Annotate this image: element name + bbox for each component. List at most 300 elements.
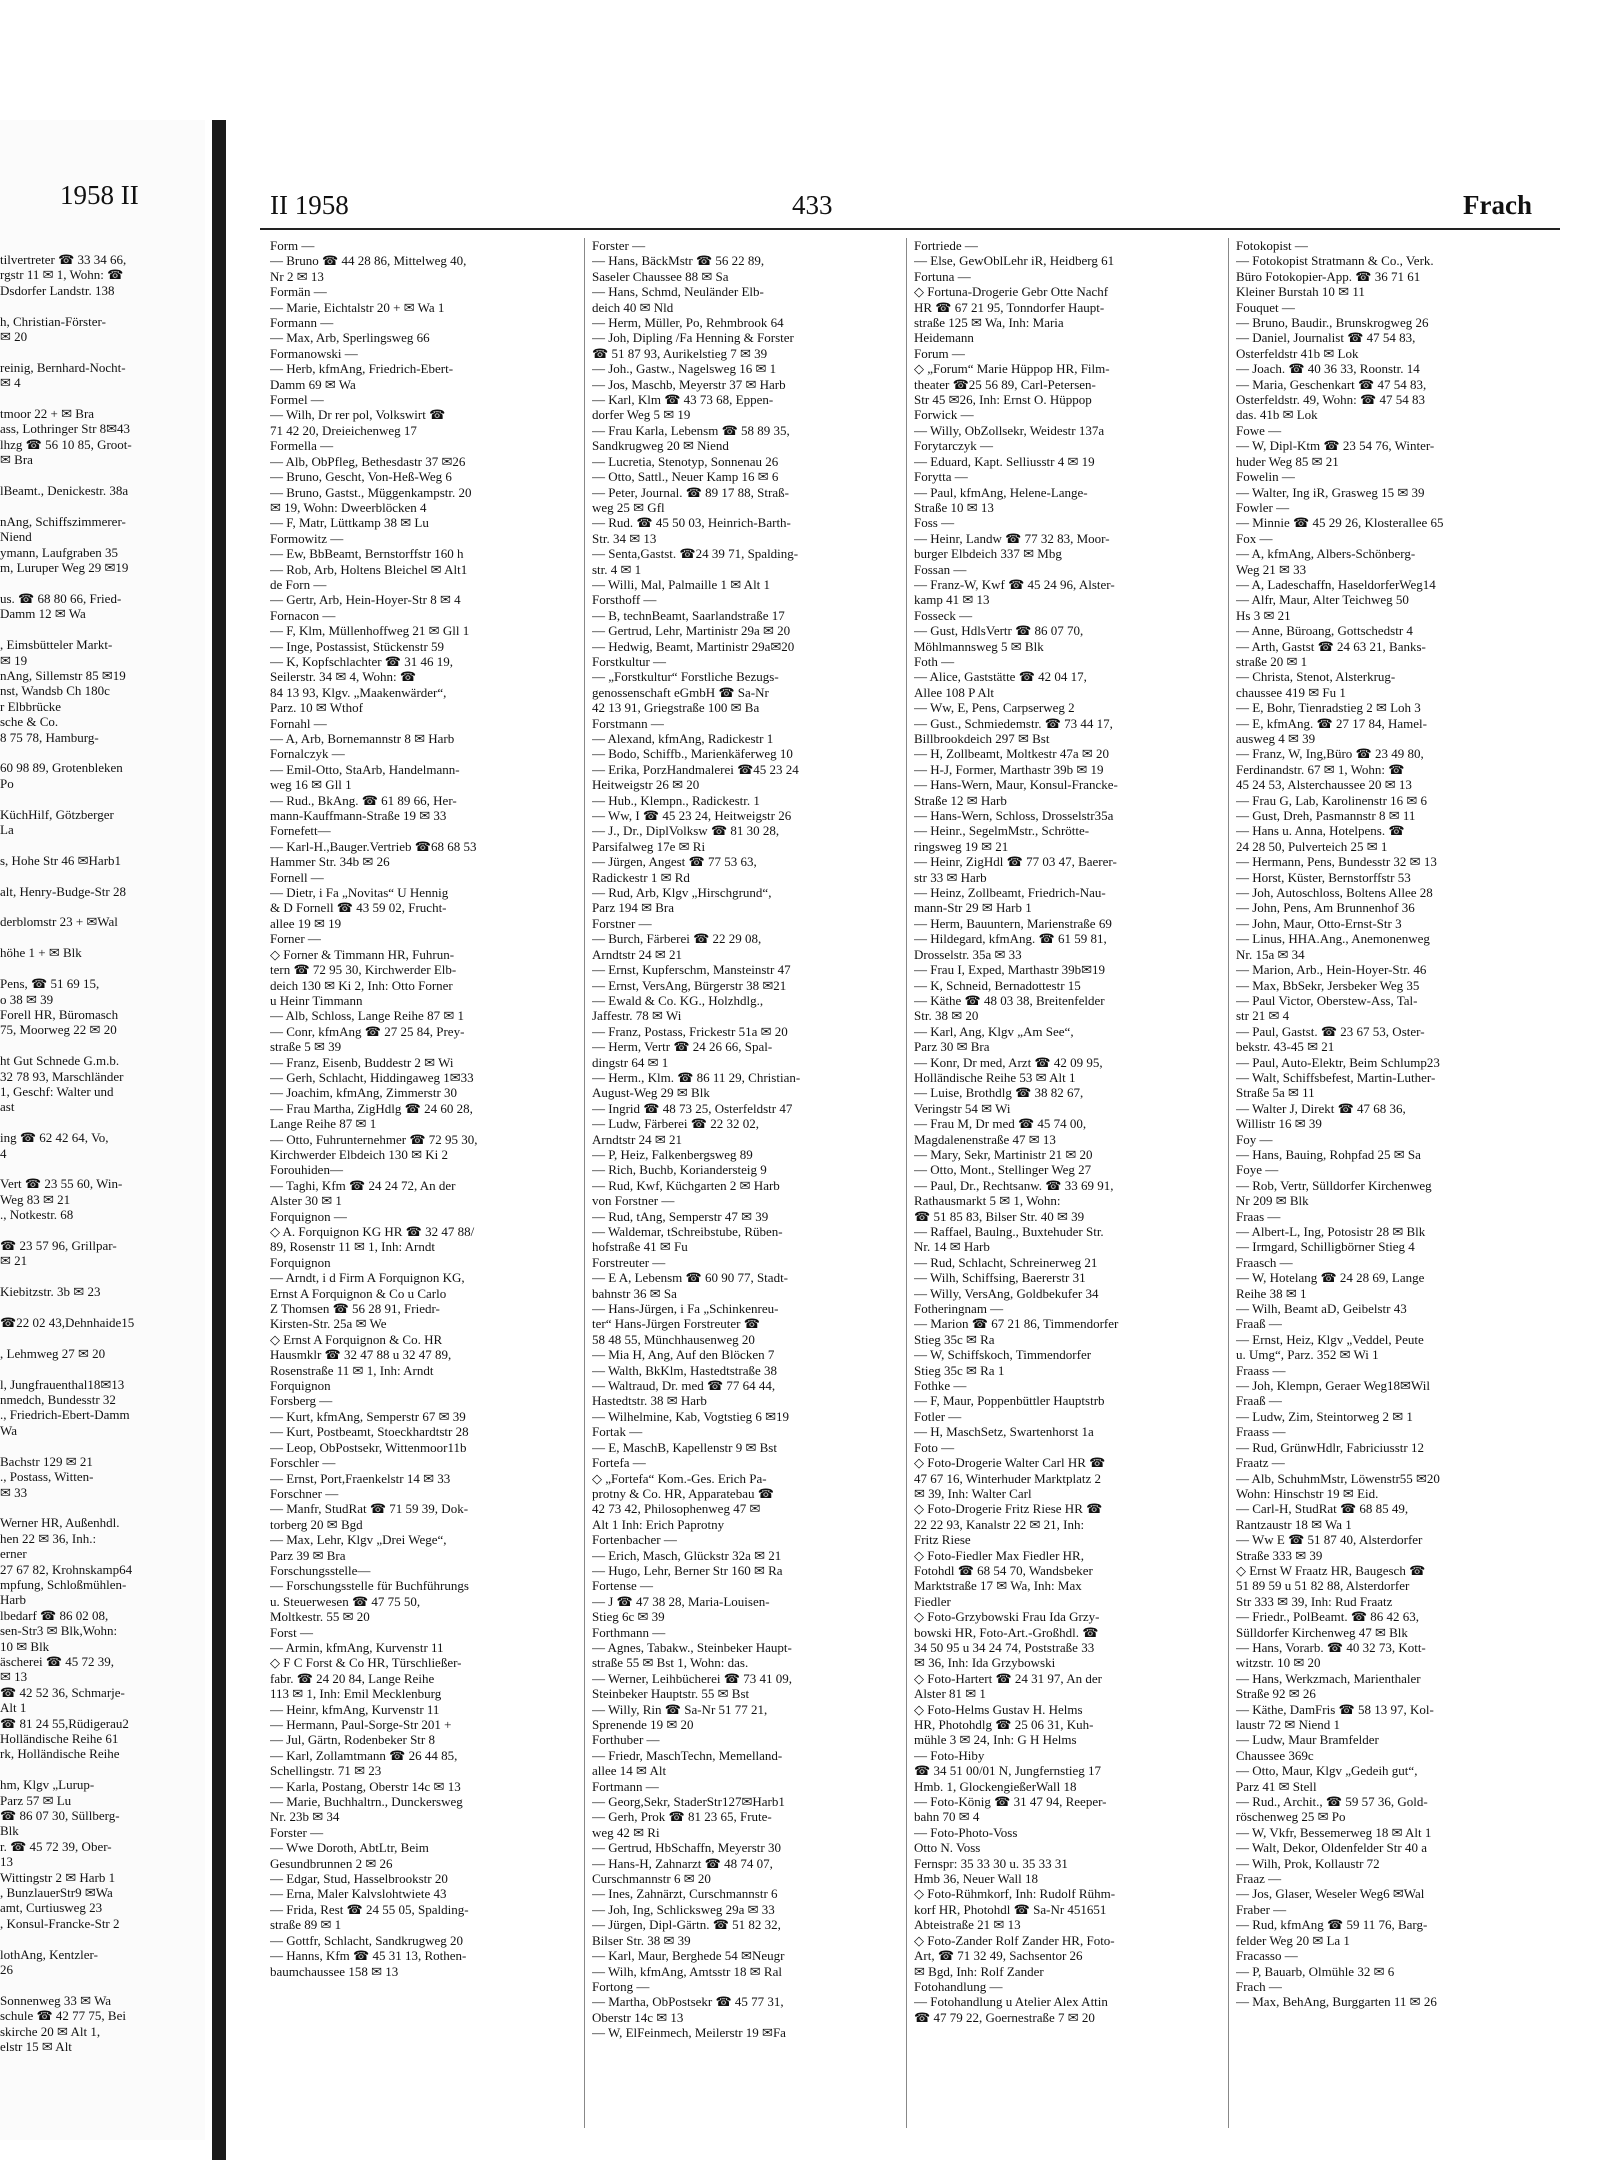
entry-line: — Leop, ObPostsekr, Wittenmoor11b — [270, 1439, 467, 1455]
entry-line: 24 28 50, Pulverteich 25 ✉ 1 — [1236, 838, 1388, 854]
entry-line: — Wilh, kfmAng, Amtsstr 18 ✉ Ral — [592, 1963, 782, 1979]
entry-line: Po — [0, 775, 14, 791]
entry-line: — Heinr, kfmAng, Kurvenstr 11 — [270, 1701, 440, 1717]
directory-column-2 — [592, 238, 897, 2138]
entry-line: — Friedr., PolBeamt. ☎ 86 42 63, — [1236, 1609, 1420, 1625]
entry-line: ringsweg 19 ✉ 21 — [914, 838, 1009, 854]
entry-line: Wittingstr 2 ✉ Harb 1 — [0, 1869, 116, 1885]
entry-line — [0, 1269, 134, 1284]
entry-line: nmedch, Bundesstr 32 — [0, 1392, 116, 1408]
entry-line: Blk — [0, 1823, 19, 1839]
entry-line: Straße 10 ✉ 13 — [914, 499, 994, 515]
entry-line: — Arth, Gastst ☎ 24 63 21, Banks- — [1236, 638, 1426, 654]
entry-line: Forytta — — [914, 469, 968, 485]
entry-line: La — [0, 822, 14, 838]
entry-line: — Gust., Schmiedemstr. ☎ 73 44 17, — [914, 715, 1113, 731]
entry-line: — Kurt, Postbeamt, Stoeckhardtstr 28 — [270, 1424, 469, 1440]
entry-line: von Forstner — — [592, 1193, 675, 1209]
entry-line: Weg 83 ✉ 21 — [0, 1191, 71, 1207]
entry-line: — Käthe, DamFris ☎ 58 13 97, Kol- — [1236, 1701, 1434, 1717]
entry-line: — Forschungsstelle für Buchführungs — [270, 1578, 469, 1594]
entry-line: Drosselstr. 35a ✉ 33 — [914, 946, 1022, 962]
entry-line: Forstner — — [592, 915, 652, 931]
entry-line: — Maria, Geschenkart ☎ 47 54 83, — [1236, 376, 1427, 392]
entry-line: erner — [0, 1546, 27, 1562]
entry-line: — Karl, Zollamtmann ☎ 26 44 85, — [270, 1747, 458, 1763]
entry-line: — Max, BehAng, Burggarten 11 ✉ 26 — [1236, 1994, 1437, 2010]
entry-line: Holländische Reihe 53 ✉ Alt 1 — [914, 1069, 1076, 1085]
entry-line: Kiebitzstr. 3b ✉ 23 — [0, 1284, 101, 1300]
entry-line: tmoor 22 + ✉ Bra — [0, 406, 95, 422]
entry-line: ◇ Fortuna-Drogerie Gebr Otte Nachf — [914, 284, 1109, 300]
entry-line: — Gertrud, Lehr, Martinistr 29a ✉ 20 — [592, 623, 791, 639]
entry-line: — Paul, Dr., Rechtsanw. ☎ 33 69 91, — [914, 1177, 1114, 1193]
entry-line: Niend — [0, 529, 32, 545]
entry-line: Parz 39 ✉ Bra — [270, 1547, 346, 1563]
entry-line: ◇ Foto-Hartert ☎ 24 31 97, An der — [914, 1670, 1102, 1686]
entry-line: 22 22 93, Kanalstr 22 ✉ 21, Inh: — [914, 1516, 1085, 1532]
entry-line — [0, 1330, 134, 1345]
entry-line: — Marion, Arb., Hein-Hoyer-Str. 46 — [1236, 962, 1427, 978]
entry-line: sen-Str3 ✉ Blk,Wohn: — [0, 1623, 118, 1639]
entry-line: Rosenstraße 11 ✉ 1, Inh: Arndt — [270, 1362, 434, 1378]
entry-line: röschenweg 25 ✉ Po — [1236, 1809, 1346, 1825]
entry-line: — „Forstkultur“ Forstliche Bezugs- — [592, 669, 779, 685]
entry-line: — Rud, GrünwHdlr, Fabriciusstr 12 — [1236, 1439, 1424, 1455]
entry-line: — Bruno ☎ 44 28 86, Mittelweg 40, — [270, 253, 467, 269]
entry-line: — Wilh, Prok, Kollaustr 72 — [1236, 1855, 1380, 1871]
entry-line: — Max, Arb, Sperlingsweg 66 — [270, 330, 430, 346]
entry-line: Foto — — [914, 1439, 955, 1455]
entry-line: — Gertrud, HbSchaffn, Meyerstr 30 — [592, 1840, 781, 1856]
entry-line: Kirsten-Str. 25a ✉ We — [270, 1316, 387, 1332]
entry-line: straße 5 ✉ 39 — [270, 1039, 342, 1055]
entry-line: deich 40 ✉ Nld — [592, 299, 674, 315]
entry-line: — Hans u. Anna, Hotelpens. ☎ — [1236, 823, 1405, 839]
entry-line: 27 67 82, Krohnskamp64 — [0, 1561, 133, 1577]
entry-line: — Karl, Klm ☎ 43 73 68, Eppen- — [592, 392, 774, 408]
entry-line: Frach — — [1236, 1978, 1282, 1994]
entry-line: — Paul, Auto-Elektr, Beim Schlump23 — [1236, 1054, 1440, 1070]
entry-line: lhzg ☎ 56 10 85, Groot- — [0, 436, 132, 452]
entry-line: Forster — — [270, 1824, 324, 1840]
entry-line: HR, Photohdlg ☎ 25 06 31, Kuh- — [914, 1717, 1094, 1732]
directory-page — [232, 130, 1572, 2150]
entry-line: — Joh, Dipling /Fa Henning & Forster — [592, 330, 794, 346]
entry-line: Hastedtstr. 38 ✉ Harb — [592, 1393, 707, 1409]
entry-line: — Carl-H, StudRat ☎ 68 85 49, — [1236, 1501, 1409, 1517]
entry-line: ing ☎ 62 42 64, Vo, — [0, 1130, 109, 1146]
entry-line: — Ludw, Zim, Steintorweg 2 ✉ 1 — [1236, 1408, 1413, 1424]
entry-line: ausweg 4 ✉ 39 — [1236, 731, 1316, 746]
entry-line: — Friedr, MaschTechn, Memelland- — [592, 1747, 783, 1763]
entry-line: — Karl, Maur, Berghede 54 ✉Neugr — [592, 1948, 785, 1964]
entry-line: Fraasch — — [1236, 1254, 1293, 1270]
entry-line: Radickestr 1 ✉ Rd — [592, 869, 690, 885]
entry-line: weg 42 ✉ Ri — [592, 1824, 660, 1840]
entry-line: Oberstr 14c ✉ 13 — [592, 2009, 684, 2025]
entry-line: skirche 20 ✉ Alt 1, — [0, 2023, 101, 2039]
entry-line: 75, Moorweg 22 ✉ 20 — [0, 1022, 117, 1038]
entry-line: Alster 30 ✉ 1 — [270, 1193, 342, 1209]
entry-line: — Alexand, kfmAng, Radickestr 1 — [592, 731, 774, 746]
entry-line: — Frau M, Dr med ☎ 45 74 00, — [914, 1116, 1087, 1132]
entry-line: ◇ Foto-Grzybowski Frau Ida Grzy- — [914, 1609, 1100, 1625]
entry-line: — Hans-Wern, Schloss, Drosselstr35a — [914, 808, 1114, 824]
entry-line: — Max, Lehr, Klgv „Drei Wege“, — [270, 1532, 447, 1548]
entry-line: — Marie, Buchhaltrn., Dunckersweg — [270, 1794, 463, 1810]
entry-line: — F, Matr, Lüttkamp 38 ✉ Lu — [270, 515, 429, 531]
entry-line: — Hildegard, kfmAng. ☎ 61 59 81, — [914, 931, 1107, 947]
entry-line: burger Elbdeich 337 ✉ Mbg — [914, 546, 1062, 562]
entry-line: — Herm., Klm. ☎ 86 11 29, Christian- — [592, 1069, 801, 1085]
entry-line: Fortense — — [592, 1578, 654, 1594]
entry-line: Alster 81 ✉ 1 — [914, 1686, 986, 1702]
entry-line: Magdalenenstraße 47 ✉ 13 — [914, 1131, 1056, 1147]
entry-line: — Ww, I ☎ 45 23 24, Heitweigstr 26 — [592, 808, 792, 824]
entry-line: weg 25 ✉ Gfl — [592, 499, 665, 515]
entry-line: Foth — — [914, 653, 955, 669]
entry-line: — Herm, Müller, Po, Rehmbrook 64 — [592, 315, 784, 331]
entry-line: Fraas — — [1236, 1208, 1281, 1224]
entry-line: mühle 3 ✉ 24, Inh: G H Helms — [914, 1732, 1077, 1748]
entry-line: protny & Co. HR, Apparatebau ☎ — [592, 1485, 774, 1501]
entry-line: Foy — — [1236, 1131, 1273, 1147]
entry-line: Fouquet — — [1236, 299, 1295, 315]
entry-line: Formän — — [270, 284, 327, 300]
entry-line: Seilerstr. 34 ✉ 4, Wohn: ☎ — [270, 669, 417, 685]
entry-line: — Hub., Klempn., Radickestr. 1 — [592, 792, 760, 808]
entry-line: 84 13 93, Klgv. „Maakenwärder“, — [270, 684, 447, 700]
entry-line: — Mary, Sekr, Martinistr 21 ✉ 20 — [914, 1146, 1093, 1162]
entry-line: — John, Pens, Am Brunnenhof 36 — [1236, 900, 1415, 916]
entry-line: Forwick — — [914, 407, 974, 423]
entry-line: Sonnenweg 33 ✉ Wa — [0, 1992, 112, 2008]
entry-line: — Heinr, ZigHdl ☎ 77 03 47, Baerer- — [914, 854, 1117, 870]
entry-line: Heitweigstr 26 ✉ 20 — [592, 777, 700, 793]
entry-line: — Anne, Büroang, Gottschedstr 4 — [1236, 623, 1413, 639]
entry-line: ◇ Foto-Rühmkorf, Inh: Rudolf Rühm- — [914, 1886, 1116, 1902]
entry-line: Foye — — [1236, 1162, 1279, 1178]
entry-line: Fernspr: 35 33 30 u. 35 33 31 — [914, 1855, 1068, 1871]
entry-line: Otto N. Voss — [914, 1840, 981, 1856]
entry-line: ☎22 02 43,Dehnhaide15 — [0, 1315, 135, 1331]
entry-line: nst, Wandsb Ch 180c — [0, 683, 110, 699]
entry-line: Ernst A Forquignon & Co u Carlo — [270, 1285, 447, 1301]
entry-line: — Franz-W, Kwf ☎ 45 24 96, Alster- — [914, 576, 1115, 592]
entry-line: Fortefa — — [592, 1455, 646, 1471]
entry-line: — Wilhelmine, Kab, Vogtstieg 6 ✉19 — [592, 1408, 790, 1424]
entry-line: ✉ 20 — [0, 329, 28, 345]
entry-line: — H, MaschSetz, Swartenhorst 1a — [914, 1424, 1094, 1440]
entry-line: Forquignon — [270, 1378, 331, 1394]
entry-line — [0, 1038, 134, 1053]
entry-line: bowski HR, Foto-Art.-Großhdl. ☎ — [914, 1624, 1099, 1640]
entry-line: de Forn — — [270, 576, 327, 592]
entry-line: Foss — — [914, 515, 955, 531]
entry-line: — Bruno, Gastst., Müggenkampstr. 20 — [270, 484, 472, 500]
entry-line: — Willi, Mal, Palmaille 1 ✉ Alt 1 — [592, 576, 771, 592]
entry-line: ◇ Foto-Fiedler Max Fiedler HR, — [914, 1547, 1084, 1563]
entry-line: Möhlmannsweg 5 ✉ Blk — [914, 638, 1044, 654]
entry-line: äscherei ☎ 45 72 39, — [0, 1653, 115, 1669]
entry-line: 89, Rosenstr 11 ✉ 1, Inh: Arndt — [270, 1239, 435, 1255]
entry-line: — Gerh, Schlacht, Hiddingaweg 1✉33 — [270, 1069, 474, 1085]
entry-line: — Käthe ☎ 48 03 38, Breitenfelder — [914, 992, 1105, 1008]
entry-line: Wohn: Hinschstr 19 ✉ Eid. — [1236, 1485, 1379, 1501]
entry-line — [0, 1978, 134, 1993]
page-header-right: Frach — [1463, 190, 1532, 220]
entry-line: bahnstr 36 ✉ Sa — [592, 1285, 677, 1301]
entry-line: Formowitz — — [270, 530, 344, 546]
entry-line: — Otto, Fuhrunternehmer ☎ 72 95 30, — [270, 1131, 478, 1147]
entry-line: — Jul, Gärtn, Rodenbeker Str 8 — [270, 1732, 436, 1748]
entry-line: Formella — — [270, 438, 334, 454]
entry-line: Fraaß — — [1236, 1316, 1282, 1332]
column-separator — [906, 238, 907, 2128]
entry-line: — Frau G, Lab, Karolinenstr 16 ✉ 6 — [1236, 792, 1428, 808]
entry-line: — Gertr, Arb, Hein-Hoyer-Str 8 ✉ 4 — [270, 592, 461, 608]
entry-line: — Wilh, Schiffsing, Baererstr 31 — [914, 1270, 1086, 1286]
entry-line: lbedarf ☎ 86 02 08, — [0, 1607, 109, 1623]
entry-line: Forytarczyk — — [914, 438, 994, 454]
entry-line: — Rud, Arb, Klgv „Hirschgrund“, — [592, 885, 772, 901]
entry-line: — Rud, tAng, Semperstr 47 ✉ 39 — [592, 1208, 769, 1224]
entry-line: — W, Schiffskoch, Timmendorfer — [914, 1347, 1092, 1363]
entry-line: Lange Reihe 87 ✉ 1 — [270, 1116, 377, 1132]
entry-line: 13 — [0, 1854, 13, 1870]
entry-line: Hammer Str. 34b ✉ 26 — [270, 854, 390, 870]
entry-line: hofstraße 41 ✉ Fu — [592, 1239, 688, 1255]
entry-line: Arndtstr 24 ✉ 21 — [592, 1131, 682, 1147]
entry-line: u. Steuerwesen ☎ 47 75 50, — [270, 1593, 421, 1609]
entry-line: — Konr, Dr med, Arzt ☎ 42 09 95, — [914, 1054, 1103, 1070]
entry-line — [0, 622, 134, 637]
entry-line: — E, MaschB, Kapellenstr 9 ✉ Bst — [592, 1439, 777, 1455]
entry-line: — Ingrid ☎ 48 73 25, Osterfeldstr 47 — [592, 1100, 793, 1116]
entry-line: — Otto, Sattl., Neuer Kamp 16 ✉ 6 — [592, 469, 779, 485]
directory-column-3 — [914, 238, 1219, 2138]
entry-line: reinig, Bernhard-Nocht- — [0, 359, 126, 375]
entry-line: Fraaz — — [1236, 1871, 1282, 1887]
entry-line: — Paul, Gastst. ☎ 23 67 53, Oster- — [1236, 1023, 1425, 1039]
entry-line: Steinbeker Hauptstr. 55 ✉ Bst — [592, 1686, 750, 1702]
entry-line: Fraaß — — [1236, 1393, 1282, 1409]
entry-line: Hs 3 ✉ 21 — [1236, 607, 1291, 623]
entry-line: Kleiner Burstah 10 ✉ 11 — [1236, 284, 1365, 300]
entry-line: August-Weg 29 ✉ Blk — [592, 1085, 710, 1101]
entry-line: 60 98 89, Grotenbleken — [0, 760, 123, 776]
entry-line: bahn 70 ✉ 4 — [914, 1809, 980, 1825]
entry-line: — Ines, Zahnärzt, Curschmannstr 6 — [592, 1886, 778, 1902]
entry-line: — K, Kopfschlachter ☎ 31 46 19, — [270, 653, 453, 669]
entry-line: bekstr. 43-45 ✉ 21 — [1236, 1039, 1335, 1055]
entry-line: Harb — [0, 1592, 26, 1608]
entry-line: Fothke — — [914, 1378, 967, 1394]
entry-line: Fotohdl ☎ 68 54 70, Wandsbeker — [914, 1562, 1093, 1578]
entry-line: — Hanns, Kfm ☎ 45 31 13, Rothen- — [270, 1948, 467, 1964]
entry-line: Stieg 35c ✉ Ra — [914, 1331, 995, 1347]
entry-line: weg 16 ✉ Gll 1 — [270, 777, 352, 793]
entry-line: Formel — — [270, 392, 324, 408]
entry-line: 32 78 93, Marschländer — [0, 1068, 124, 1084]
entry-line: — Karl, Ang, Klgv „Am See“, — [914, 1023, 1074, 1039]
entry-line: Str 45 ✉26, Inh: Ernst O. Hüppop — [914, 392, 1092, 408]
entry-line: ◇ Foto-Drogerie Walter Carl HR ☎ — [914, 1455, 1106, 1471]
entry-line: Kirchwerder Elbdeich 130 ✉ Ki 2 — [270, 1146, 449, 1162]
entry-line: theater ☎25 56 89, Carl-Petersen- — [914, 376, 1096, 392]
entry-line: Fornahl — — [270, 715, 327, 731]
entry-line: Fornefett— — [270, 823, 331, 839]
entry-line: — Inge, Postassist, Stückenstr 59 — [270, 638, 445, 654]
entry-line: Forsthoff — — [592, 592, 657, 608]
entry-line: Fraatz — — [1236, 1455, 1285, 1471]
entry-line: — Gottfr, Schlacht, Sandkrugweg 20 — [270, 1932, 464, 1948]
entry-line: 8 75 78, Hamburg- — [0, 729, 99, 745]
entry-line: ymann, Laufgraben 35 — [0, 544, 119, 560]
entry-line: — A, Ladeschaffn, HaseldorferWeg14 — [1236, 576, 1436, 592]
entry-line: Parz 57 ✉ Lu — [0, 1792, 72, 1808]
entry-line: — Rud., Archit., ☎ 59 57 36, Gold- — [1236, 1794, 1428, 1810]
entry-line: — Joh, Autoschloss, Boltens Allee 28 — [1236, 885, 1433, 901]
entry-line: ., Friedrich-Ebert-Damm — [0, 1407, 130, 1423]
entry-line: o 38 ✉ 39 — [0, 991, 54, 1007]
entry-line: Moltkestr. 55 ✉ 20 — [270, 1609, 370, 1625]
entry-line: — Linus, HHA.Ang., Anemonenweg — [1236, 931, 1430, 947]
entry-line: ◇ Foto-Helms Gustav H. Helms — [914, 1701, 1083, 1717]
entry-line: Straße 333 ✉ 39 — [1236, 1547, 1323, 1563]
entry-line: — Conr, kfmAng ☎ 27 25 84, Prey- — [270, 1023, 465, 1039]
entry-line: Holländische Reihe 61 — [0, 1731, 119, 1746]
entry-line: elstr 15 ✉ Alt — [0, 2039, 72, 2055]
entry-line: hm, Klgv „Lurup- — [0, 1777, 95, 1793]
entry-line: ✉ 39, Inh: Walter Carl — [914, 1485, 1032, 1501]
entry-line: Parz 41 ✉ Stell — [1236, 1778, 1317, 1794]
entry-line: Parz. 10 ✉ Wthof — [270, 700, 363, 716]
entry-line: — Luise, Brothdlg ☎ 38 82 67, — [914, 1085, 1084, 1101]
entry-line: — Frau I, Exped, Marthastr 39b✉19 — [914, 962, 1106, 978]
entry-line: — Rob, Arb, Holtens Bleichel ✉ Alt1 — [270, 561, 468, 577]
entry-line: sche & Co. — [0, 714, 59, 730]
entry-line: Osterfeldstr 41b ✉ Lok — [1236, 345, 1359, 361]
entry-line: Alt 1 — [0, 1700, 27, 1716]
entry-line: — Jürgen, Angest ☎ 77 53 63, — [592, 854, 757, 870]
entry-line: — Walth, BkKlm, Hastedtstraße 38 — [592, 1362, 778, 1378]
entry-line: ✉ 33 — [0, 1484, 28, 1500]
entry-line: Fossan — — [914, 561, 967, 577]
entry-line: Str. 34 ✉ 13 — [592, 530, 657, 546]
entry-line: — Fotokopist Stratmann & Co., Verk. — [1236, 253, 1434, 269]
entry-line: korf HR, Photohdl ☎ Sa-Nr 451651 — [914, 1901, 1107, 1917]
entry-line: — Wwe Doroth, AbtLtr, Beim — [270, 1840, 429, 1856]
entry-line: — Hans, Vorarb. ☎ 40 32 73, Kott- — [1236, 1639, 1426, 1655]
entry-line: — W, Hotelang ☎ 24 28 69, Lange — [1236, 1270, 1425, 1286]
book-gutter — [212, 120, 226, 2160]
entry-line: lothAng, Kentzler- — [0, 1946, 98, 1962]
entry-line: — P, Bauarb, Olmühle 32 ✉ 6 — [1236, 1963, 1395, 1979]
entry-line: str 33 ✉ Harb — [914, 869, 987, 885]
entry-line: Osterfeldstr. 49, Wohn: ☎ 47 54 83 — [1236, 392, 1425, 408]
entry-line: Hausmklr ☎ 32 47 88 u 32 47 89, — [270, 1347, 452, 1363]
entry-line: — Walt, Schiffsbefest, Martin-Luther- — [1236, 1069, 1436, 1085]
entry-line: Stieg 35c ✉ Ra 1 — [914, 1362, 1005, 1378]
entry-line: Gesundbrunnen 2 ✉ 26 — [270, 1855, 393, 1871]
entry-line: — Herm, Vertr ☎ 24 26 66, Spal- — [592, 1039, 773, 1055]
entry-line: ☎ 86 07 30, Süllberg- — [0, 1808, 120, 1824]
entry-line: — Franz, Eisenb, Buddestr 2 ✉ Wi — [270, 1054, 454, 1070]
entry-line: — Dietr, i Fa „Novitas“ U Hennig — [270, 885, 449, 901]
entry-line: — Paul, kfmAng, Helene-Lange- — [914, 484, 1088, 500]
entry-line: ✉ 36, Inh: Ida Grzybowski — [914, 1655, 1056, 1671]
entry-line: Fortriede — — [914, 238, 978, 253]
entry-line: str. 4 ✉ 1 — [592, 561, 642, 577]
entry-line: ◇ Ernst W Fraatz HR, Baugesch ☎ — [1236, 1562, 1426, 1578]
entry-line: ☎ 51 87 93, Aurikelstieg 7 ✉ 39 — [592, 345, 768, 361]
entry-line: s, Hohe Str 46 ✉Harb1 — [0, 852, 122, 868]
entry-line: Forum — — [914, 345, 965, 361]
entry-line: Art, ☎ 71 32 49, Sachsentor 26 — [914, 1948, 1083, 1964]
entry-line — [0, 468, 134, 483]
entry-line: h, Christian-Förster- — [0, 313, 106, 329]
entry-line: Fortenbacher — — [592, 1532, 677, 1548]
entry-line: ◇ „Fortefa“ Kom.-Ges. Erich Pa- — [592, 1470, 767, 1486]
entry-line: Pens, ☎ 51 69 15, — [0, 976, 100, 992]
entry-line: — Alb, ObPfleg, Bethesdastr 37 ✉26 — [270, 453, 466, 469]
entry-line: — Marie, Eichtalstr 20 + ✉ Wa 1 — [270, 299, 445, 315]
entry-line: straße 89 ✉ 1 — [270, 1917, 342, 1933]
entry-line: — W, ElFeinmech, Meilerstr 19 ✉Fa — [592, 2025, 786, 2041]
entry-line: — J., Dr., DiplVolksw ☎ 81 30 28, — [592, 823, 780, 839]
entry-line: — Manfr, StudRat ☎ 71 59 39, Dok- — [270, 1501, 469, 1517]
entry-line: allee 14 ✉ Alt — [592, 1763, 667, 1779]
entry-line: — Arndt, i d Firm A Forquignon KG, — [270, 1270, 465, 1286]
entry-line — [0, 1115, 134, 1130]
entry-line: Formanowski — — [270, 345, 358, 361]
entry-line: Nr 209 ✉ Blk — [1236, 1193, 1309, 1209]
entry-line: ☎ 23 57 96, Grillpar- — [0, 1238, 117, 1253]
entry-line: Forstreuter — — [592, 1254, 666, 1270]
entry-line: — Daniel, Journalist ☎ 47 54 83, — [1236, 330, 1416, 346]
entry-line: — F, Klm, Müllenhoffweg 21 ✉ Gll 1 — [270, 623, 470, 639]
entry-line: 42 73 42, Philosophenweg 47 ✉ — [592, 1501, 761, 1517]
entry-line: Büro Fotokopier-App. ☎ 36 71 61 — [1236, 268, 1421, 284]
entry-line: — John, Maur, Otto-Ernst-Str 3 — [1236, 915, 1402, 931]
entry-line: Nr. 14 ✉ Harb — [914, 1239, 990, 1255]
entry-line: 34 50 95 u 34 24 74, Poststraße 33 — [914, 1639, 1095, 1655]
left-page-fragment — [0, 120, 205, 2140]
entry-line: Willistr 16 ✉ 39 — [1236, 1116, 1322, 1132]
entry-line: Rantzaustr 18 ✉ Wa 1 — [1236, 1516, 1352, 1532]
entry-line: — Alb, Schloss, Lange Reihe 87 ✉ 1 — [270, 1008, 464, 1024]
entry-line: allee 19 ✉ 19 — [270, 915, 342, 931]
entry-line: ., Postass, Witten- — [0, 1469, 94, 1485]
entry-line: — B, technBeamt, Saarlandstraße 17 — [592, 607, 785, 623]
entry-line: witzstr. 10 ✉ 20 — [1236, 1655, 1321, 1671]
directory-column-1 — [270, 238, 575, 2138]
entry-line: mann-Str 29 ✉ Harb 1 — [914, 900, 1032, 916]
entry-line: — Otto, Mont., Stellinger Weg 27 — [914, 1162, 1092, 1178]
entry-line: — Waltraud, Dr. med ☎ 77 64 44, — [592, 1378, 776, 1394]
entry-line: — Herb, kfmAng, Friedrich-Ebert- — [270, 361, 454, 377]
entry-line: ◇ A. Forquignon KG HR ☎ 32 47 88/ — [270, 1224, 475, 1239]
entry-line: — Rob, Vertr, Sülldorfer Kirchenweg — [1236, 1177, 1432, 1193]
entry-line — [0, 1161, 134, 1176]
entry-line: Forstmann — — [592, 715, 664, 731]
entry-line: Damm 12 ✉ Wa — [0, 606, 86, 622]
entry-line: deich 130 ✉ Ki 2, Inh: Otto Forner — [270, 977, 453, 993]
entry-line: ✉ 21 — [0, 1253, 28, 1269]
entry-line: ◇ F C Forst & Co HR, Türschließer- — [270, 1655, 462, 1671]
